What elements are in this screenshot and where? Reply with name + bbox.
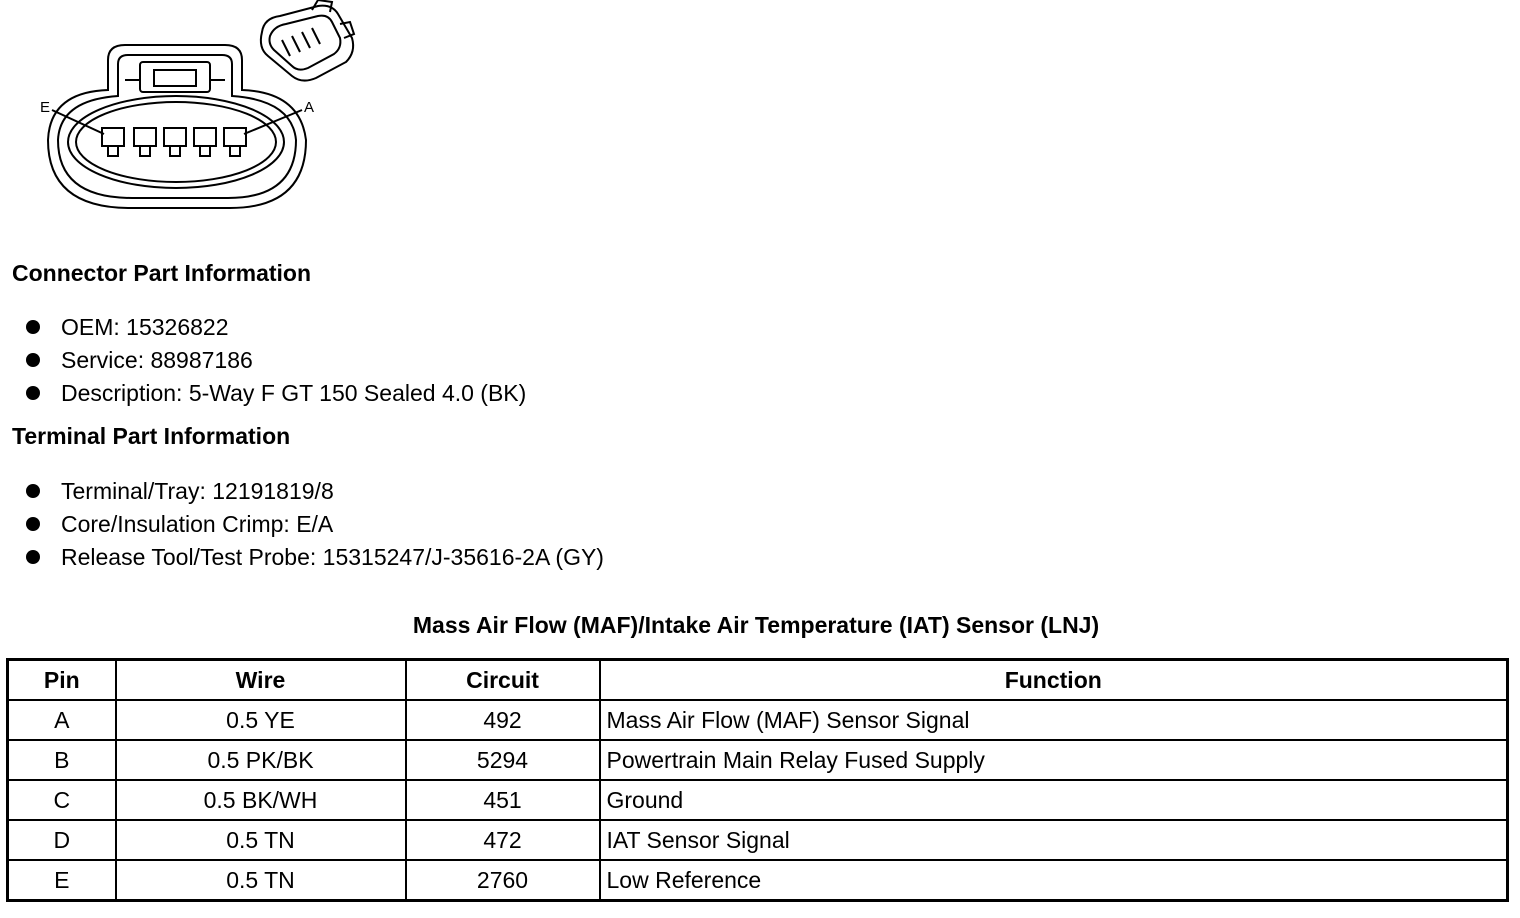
- list-item: [26, 344, 526, 377]
- connector-latch: [140, 62, 210, 92]
- cell-function: Mass Air Flow (MAF) Sensor Signal: [600, 700, 1508, 740]
- cell-pin: A: [8, 700, 116, 740]
- cell-function: IAT Sensor Signal: [600, 820, 1508, 860]
- list-item-text: OEM: 15326822: [61, 314, 229, 340]
- list-item: [26, 541, 604, 574]
- pin-label-a: A: [304, 99, 315, 116]
- cell-function: Ground: [600, 780, 1508, 820]
- list-item: [26, 475, 604, 508]
- bullet-icon: [26, 386, 40, 400]
- list-item-text: Release Tool/Test Probe: 15315247/J-35616-2A (GY): [61, 544, 604, 570]
- bullet-icon: [26, 320, 40, 334]
- table-row: [8, 820, 1508, 860]
- list-item-text: Terminal/Tray: 12191819/8: [61, 478, 334, 504]
- cell-function: Powertrain Main Relay Fused Supply: [600, 740, 1508, 780]
- cell-circuit: 492: [406, 700, 600, 740]
- cell-function: Low Reference: [600, 860, 1508, 901]
- bullet-icon: [26, 484, 40, 498]
- cell-circuit: 2760: [406, 860, 600, 901]
- list-item-text: Description: 5-Way F GT 150 Sealed 4.0 (BK): [61, 380, 527, 406]
- list-item-text: Core/Insulation Crimp: E/A: [61, 511, 334, 537]
- terminal-info-title: Terminal Part Information: [12, 423, 291, 449]
- table-row: [8, 780, 1508, 820]
- cell-pin: E: [8, 860, 116, 901]
- cell-circuit: 451: [406, 780, 600, 820]
- bullet-icon: [26, 353, 40, 367]
- connector-info-title: Connector Part Information: [12, 260, 312, 286]
- cell-wire: 0.5 YE: [116, 700, 406, 740]
- cell-pin: B: [8, 740, 116, 780]
- pin-label-e: E: [40, 99, 51, 116]
- table-header-row: [8, 660, 1508, 701]
- list-item: [26, 311, 526, 344]
- connector-diagram: [0, 0, 380, 220]
- terminal-cavities: [102, 128, 246, 156]
- connector-seal-ring: [68, 96, 284, 188]
- list-item: [26, 377, 526, 410]
- table-row: [8, 700, 1508, 740]
- terminal-info-list: [26, 475, 604, 574]
- cell-wire: 0.5 PK/BK: [116, 740, 406, 780]
- bullet-icon: [26, 550, 40, 564]
- header-function: Function: [600, 660, 1508, 701]
- cell-circuit: 472: [406, 820, 600, 860]
- list-item: [26, 508, 604, 541]
- cell-wire: 0.5 TN: [116, 860, 406, 901]
- cell-circuit: 5294: [406, 740, 600, 780]
- header-pin: Pin: [8, 660, 116, 701]
- connector-info-list: [26, 311, 526, 410]
- table-title: Mass Air Flow (MAF)/Intake Air Temperature (IAT) Sensor (LNJ): [412, 612, 1100, 638]
- cell-wire: 0.5 BK/WH: [116, 780, 406, 820]
- cell-pin: D: [8, 820, 116, 860]
- list-item-text: Service: 88987186: [61, 347, 253, 373]
- header-wire: Wire: [116, 660, 406, 701]
- cell-pin: C: [8, 780, 116, 820]
- cell-wire: 0.5 TN: [116, 820, 406, 860]
- table-row: [8, 740, 1508, 780]
- header-circuit: Circuit: [406, 660, 600, 701]
- bullet-icon: [26, 517, 40, 531]
- connector-perspective-sketch: [261, 0, 354, 81]
- table-row: [8, 860, 1508, 901]
- pin-table: [6, 658, 1509, 902]
